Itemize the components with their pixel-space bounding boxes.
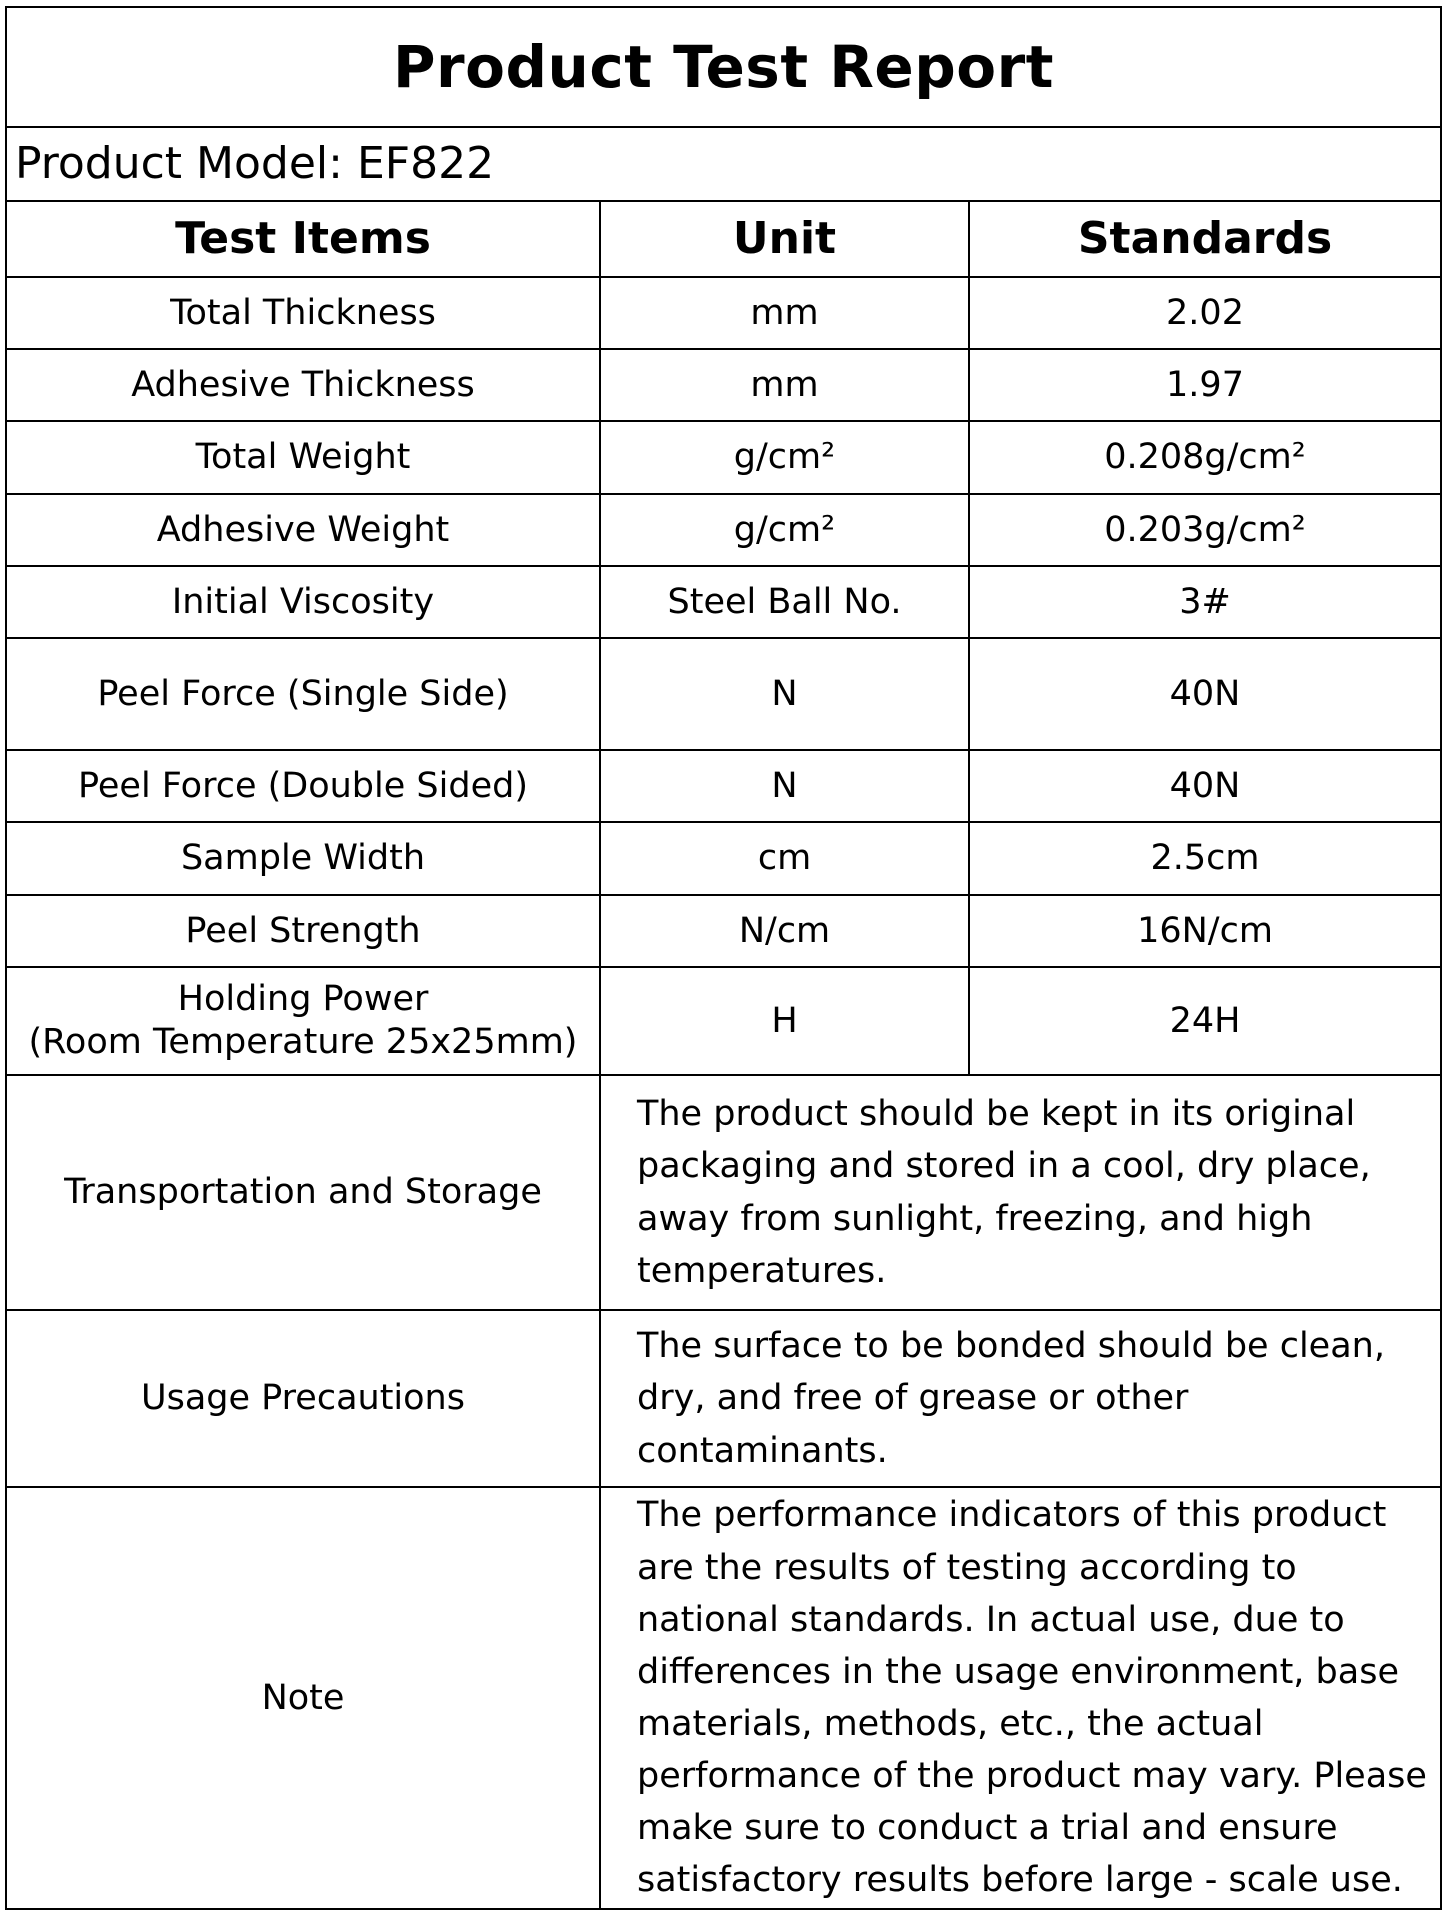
- test-report-table: [5, 6, 1442, 1910]
- report-title: Product Test Report: [6, 7, 1441, 127]
- note-row-general: [6, 1487, 1441, 1909]
- standard-cell: 24H: [969, 967, 1441, 1075]
- standard-cell: 0.203g/cm²: [969, 494, 1441, 566]
- table-row: [6, 349, 1441, 421]
- test-item-line: Holding Power: [177, 979, 429, 1020]
- note-text: The surface to be bonded should be clean, dry, and free of grease or other contaminants.: [600, 1310, 1441, 1487]
- unit-cell: mm: [600, 349, 969, 421]
- unit-cell: cm: [600, 822, 969, 895]
- note-row-precautions: [6, 1310, 1441, 1487]
- unit-cell: Steel Ball No.: [600, 566, 969, 638]
- table-row: [6, 638, 1441, 750]
- note-label: Usage Precautions: [6, 1310, 600, 1487]
- table-row: [6, 967, 1441, 1075]
- standard-cell: 2.02: [969, 277, 1441, 349]
- test-item-cell: Sample Width: [6, 822, 600, 895]
- test-item-line: (Room Temperature 25x25mm): [28, 1022, 578, 1062]
- note-text: The product should be kept in its original packaging and stored in a cool, dry place, away from sunlight, freezing, and high temperatures.: [600, 1075, 1441, 1310]
- table-row: [6, 750, 1441, 822]
- table-row: [6, 822, 1441, 895]
- standard-cell: 2.5cm: [969, 822, 1441, 895]
- standard-cell: 40N: [969, 750, 1441, 822]
- table-row: [6, 494, 1441, 566]
- table-row: [6, 421, 1441, 494]
- test-item-cell: Adhesive Weight: [6, 494, 600, 566]
- test-item-cell: Peel Force (Double Sided): [6, 750, 600, 822]
- standard-cell: 3#: [969, 566, 1441, 638]
- test-item-cell: Total Weight: [6, 421, 600, 494]
- table-row: [6, 566, 1441, 638]
- test-item-cell: Peel Force (Single Side): [6, 638, 600, 750]
- unit-cell: N/cm: [600, 895, 969, 967]
- standard-cell: 16N/cm: [969, 895, 1441, 967]
- column-header-test-items: Test Items: [6, 201, 600, 277]
- unit-cell: N: [600, 750, 969, 822]
- test-item-cell: Peel Strength: [6, 895, 600, 967]
- unit-cell: H: [600, 967, 969, 1075]
- note-label: Transportation and Storage: [6, 1075, 600, 1310]
- test-item-cell: [6, 967, 600, 1075]
- note-row-storage: [6, 1075, 1441, 1310]
- unit-cell: g/cm²: [600, 494, 969, 566]
- test-item-cell: Adhesive Thickness: [6, 349, 600, 421]
- unit-cell: mm: [600, 277, 969, 349]
- product-model: Product Model: EF822: [6, 127, 1441, 201]
- model-row: [6, 127, 1441, 201]
- standard-cell: 1.97: [969, 349, 1441, 421]
- column-header-unit: Unit: [600, 201, 969, 277]
- column-header-standards: Standards: [969, 201, 1441, 277]
- title-row: [6, 7, 1441, 127]
- note-label: Note: [6, 1487, 600, 1909]
- table-row: [6, 895, 1441, 967]
- test-item-cell: Initial Viscosity: [6, 566, 600, 638]
- header-row: [6, 201, 1441, 277]
- unit-cell: g/cm²: [600, 421, 969, 494]
- unit-cell: N: [600, 638, 969, 750]
- note-text: The performance indicators of this product are the results of testing according to national standards. In actual use, due to differences in the usage environment, base materials, methods, etc., the actual performance of the product may vary. Please make sure to conduct a trial and ensure satisfactory results before large - scale use.: [600, 1487, 1441, 1909]
- standard-cell: 40N: [969, 638, 1441, 750]
- table-row: [6, 277, 1441, 349]
- test-item-cell: Total Thickness: [6, 277, 600, 349]
- standard-cell: 0.208g/cm²: [969, 421, 1441, 494]
